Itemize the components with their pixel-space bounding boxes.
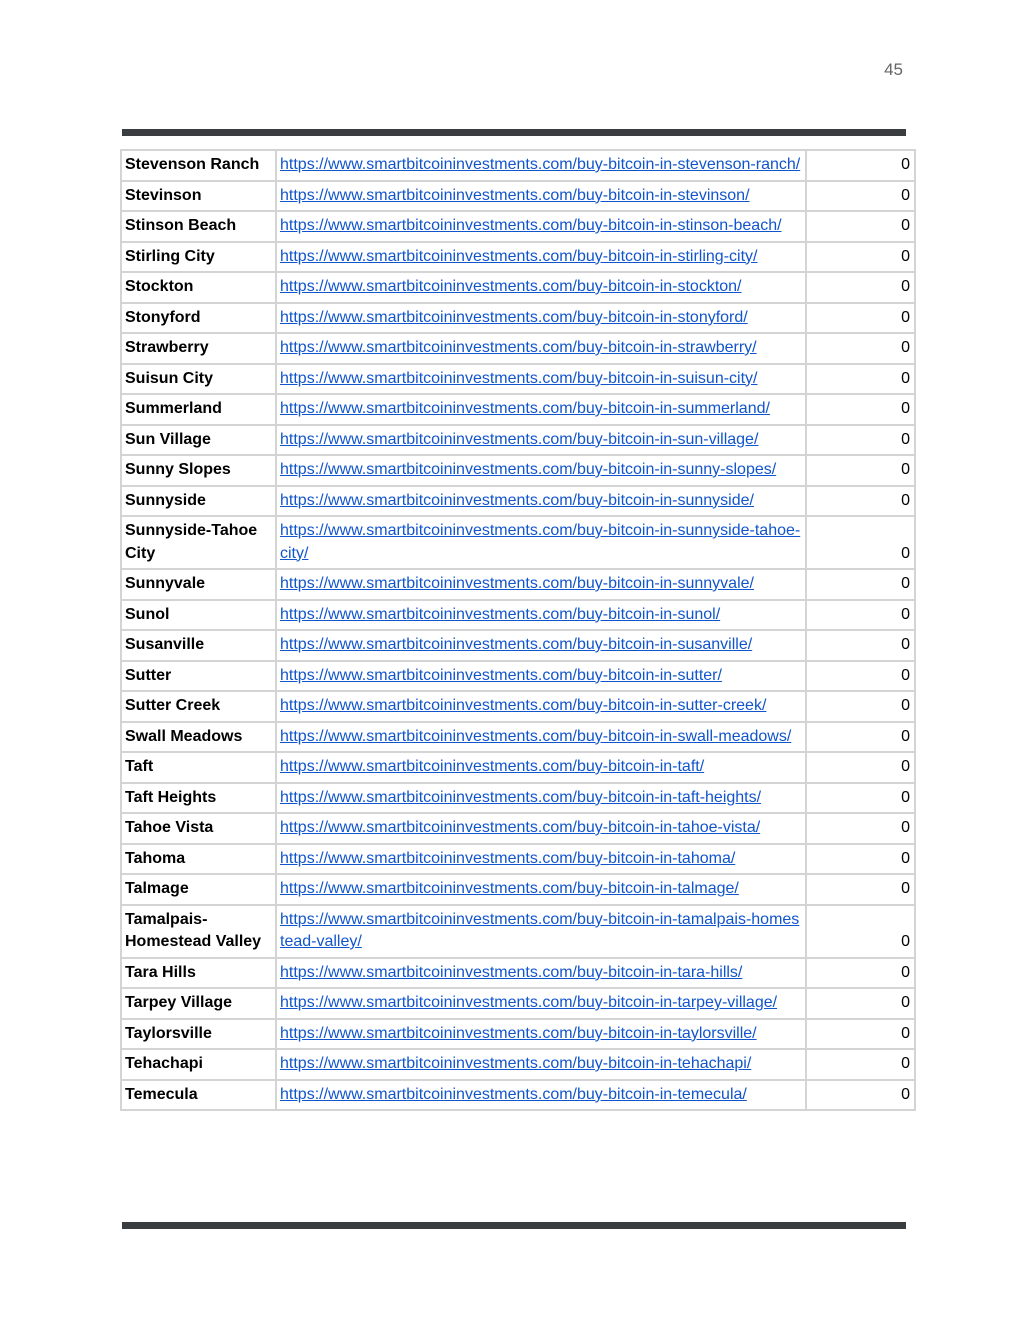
table-row (121, 303, 915, 334)
location-url-cell (276, 813, 806, 844)
location-count-cell: 0 (806, 783, 915, 814)
location-count-cell: 0 (806, 1049, 915, 1080)
table-row (121, 905, 915, 958)
locations-table (120, 149, 916, 1111)
location-count-cell: 0 (806, 600, 915, 631)
location-url-link[interactable]: https://www.smartbitcoininvestments.com/buy-bitcoin-in-stonyford/ (280, 308, 748, 326)
location-name-cell: Stirling City (121, 242, 276, 273)
location-name-cell: Talmage (121, 874, 276, 905)
location-count-cell: 0 (806, 988, 915, 1019)
location-url-link[interactable]: https://www.smartbitcoininvestments.com/buy-bitcoin-in-tahoma/ (280, 849, 736, 867)
location-name-cell: Tehachapi (121, 1049, 276, 1080)
location-count-cell: 0 (806, 394, 915, 425)
location-url-cell (276, 303, 806, 334)
location-count-cell: 0 (806, 486, 915, 517)
location-name-cell: Taylorsville (121, 1019, 276, 1050)
table-row (121, 333, 915, 364)
location-count-cell: 0 (806, 752, 915, 783)
location-url-link[interactable]: https://www.smartbitcoininvestments.com/buy-bitcoin-in-tamalpais-homestead-valley/ (280, 910, 800, 950)
location-count-cell: 0 (806, 661, 915, 692)
location-name-cell: Taft (121, 752, 276, 783)
location-count-cell: 0 (806, 630, 915, 661)
table-row (121, 364, 915, 395)
location-url-cell (276, 958, 806, 989)
table-row (121, 691, 915, 722)
table-row (121, 455, 915, 486)
location-url-cell (276, 600, 806, 631)
location-url-link[interactable]: https://www.smartbitcoininvestments.com/buy-bitcoin-in-temecula/ (280, 1085, 747, 1103)
location-count-cell: 0 (806, 691, 915, 722)
location-url-cell (276, 486, 806, 517)
location-url-link[interactable]: https://www.smartbitcoininvestments.com/buy-bitcoin-in-stinson-beach/ (280, 217, 782, 234)
location-url-cell (276, 394, 806, 425)
table-row (121, 1080, 915, 1111)
location-name-cell: Sutter (121, 661, 276, 692)
location-url-cell (276, 181, 806, 212)
location-url-link[interactable]: https://www.smartbitcoininvestments.com/buy-bitcoin-in-swall-meadows/ (280, 727, 792, 745)
location-name-cell: Temecula (121, 1080, 276, 1111)
location-url-link[interactable]: https://www.smartbitcoininvestments.com/buy-bitcoin-in-stevenson-ranch/ (280, 156, 801, 173)
location-url-cell (276, 150, 806, 181)
table-row (121, 783, 915, 814)
location-url-link[interactable]: https://www.smartbitcoininvestments.com/buy-bitcoin-in-sunnyvale/ (280, 575, 754, 592)
location-url-cell (276, 874, 806, 905)
location-name-cell: Stockton (121, 272, 276, 303)
table-row (121, 272, 915, 303)
location-url-cell (276, 211, 806, 242)
location-count-cell: 0 (806, 333, 915, 364)
location-url-cell (276, 661, 806, 692)
location-count-cell: 0 (806, 1080, 915, 1111)
location-name-cell: Suisun City (121, 364, 276, 395)
table-row (121, 516, 915, 569)
table-row (121, 600, 915, 631)
location-name-cell: Stevinson (121, 181, 276, 212)
location-count-cell: 0 (806, 516, 915, 569)
table-row (121, 988, 915, 1019)
location-url-cell (276, 844, 806, 875)
location-url-link[interactable]: https://www.smartbitcoininvestments.com/buy-bitcoin-in-taft/ (280, 758, 705, 775)
table-row (121, 486, 915, 517)
table-row (121, 958, 915, 989)
location-count-cell: 0 (806, 425, 915, 456)
location-url-link[interactable]: https://www.smartbitcoininvestments.com/buy-bitcoin-in-taft-heights/ (280, 788, 762, 806)
location-url-link[interactable]: https://www.smartbitcoininvestments.com/buy-bitcoin-in-sunny-slopes/ (280, 461, 777, 478)
location-url-link[interactable]: https://www.smartbitcoininvestments.com/buy-bitcoin-in-tahoe-vista/ (280, 819, 761, 836)
location-url-cell (276, 1019, 806, 1050)
location-count-cell: 0 (806, 150, 915, 181)
location-url-cell (276, 783, 806, 814)
location-url-link[interactable]: https://www.smartbitcoininvestments.com/buy-bitcoin-in-sunol/ (280, 605, 721, 623)
location-url-cell (276, 425, 806, 456)
location-name-cell: Tamalpais-Homestead Valley (121, 905, 276, 958)
location-count-cell: 0 (806, 272, 915, 303)
location-url-link[interactable]: https://www.smartbitcoininvestments.com/buy-bitcoin-in-taylorsville/ (280, 1024, 757, 1042)
location-name-cell: Sun Village (121, 425, 276, 456)
location-url-cell (276, 722, 806, 753)
location-url-cell (276, 1049, 806, 1080)
location-url-cell (276, 455, 806, 486)
location-url-link[interactable]: https://www.smartbitcoininvestments.com/buy-bitcoin-in-strawberry/ (280, 339, 757, 356)
table-row (121, 242, 915, 273)
location-url-link[interactable]: https://www.smartbitcoininvestments.com/buy-bitcoin-in-stockton/ (280, 278, 742, 295)
location-url-link[interactable]: https://www.smartbitcoininvestments.com/buy-bitcoin-in-sun-village/ (280, 430, 759, 448)
location-url-cell (276, 364, 806, 395)
location-url-cell (276, 1080, 806, 1111)
location-url-link[interactable]: https://www.smartbitcoininvestments.com/buy-bitcoin-in-talmage/ (280, 880, 739, 897)
location-name-cell: Sunnyside-Tahoe City (121, 516, 276, 569)
table-row (121, 874, 915, 905)
table-row (121, 569, 915, 600)
location-name-cell: Tara Hills (121, 958, 276, 989)
table-row (121, 425, 915, 456)
table-row (121, 661, 915, 692)
table-row (121, 630, 915, 661)
location-name-cell: Strawberry (121, 333, 276, 364)
location-url-link[interactable]: https://www.smartbitcoininvestments.com/buy-bitcoin-in-suisun-city/ (280, 369, 758, 387)
table-row (121, 844, 915, 875)
location-name-cell: Summerland (121, 394, 276, 425)
location-count-cell: 0 (806, 722, 915, 753)
location-url-link[interactable]: https://www.smartbitcoininvestments.com/buy-bitcoin-in-tarpey-village/ (280, 994, 778, 1011)
location-name-cell: Stevenson Ranch (121, 150, 276, 181)
location-name-cell: Sutter Creek (121, 691, 276, 722)
location-count-cell: 0 (806, 303, 915, 334)
location-name-cell: Tahoma (121, 844, 276, 875)
location-name-cell: Sunnyvale (121, 569, 276, 600)
location-count-cell: 0 (806, 958, 915, 989)
location-name-cell: Taft Heights (121, 783, 276, 814)
location-url-link[interactable]: https://www.smartbitcoininvestments.com/buy-bitcoin-in-sutter/ (280, 666, 722, 684)
bottom-divider (122, 1222, 906, 1229)
location-count-cell: 0 (806, 569, 915, 600)
locations-table-container (120, 149, 910, 1111)
location-url-cell (276, 630, 806, 661)
location-name-cell: Tahoe Vista (121, 813, 276, 844)
location-url-link[interactable]: https://www.smartbitcoininvestments.com/buy-bitcoin-in-susanville/ (280, 636, 753, 653)
location-count-cell: 0 (806, 181, 915, 212)
table-row (121, 813, 915, 844)
table-row (121, 150, 915, 181)
table-row (121, 181, 915, 212)
location-count-cell: 0 (806, 844, 915, 875)
location-url-link[interactable]: https://www.smartbitcoininvestments.com/buy-bitcoin-in-stirling-city/ (280, 247, 758, 265)
table-row (121, 394, 915, 425)
location-url-cell (276, 242, 806, 273)
location-url-link[interactable]: https://www.smartbitcoininvestments.com/buy-bitcoin-in-tehachapi/ (280, 1055, 752, 1072)
location-name-cell: Susanville (121, 630, 276, 661)
table-row (121, 1019, 915, 1050)
location-url-cell (276, 516, 806, 569)
location-name-cell: Sunny Slopes (121, 455, 276, 486)
location-url-cell (276, 272, 806, 303)
table-row (121, 211, 915, 242)
locations-table-body (121, 150, 915, 1110)
location-url-cell (276, 691, 806, 722)
location-url-cell (276, 988, 806, 1019)
location-url-link[interactable]: https://www.smartbitcoininvestments.com/buy-bitcoin-in-stevinson/ (280, 186, 750, 204)
location-url-link[interactable]: https://www.smartbitcoininvestments.com/buy-bitcoin-in-sutter-creek/ (280, 697, 767, 714)
location-url-link[interactable]: https://www.smartbitcoininvestments.com/buy-bitcoin-in-summerland/ (280, 400, 770, 417)
location-url-link[interactable]: https://www.smartbitcoininvestments.com/buy-bitcoin-in-sunnyside-tahoe-city/ (280, 522, 801, 562)
location-url-link[interactable]: https://www.smartbitcoininvestments.com/buy-bitcoin-in-tara-hills/ (280, 963, 743, 981)
location-name-cell: Tarpey Village (121, 988, 276, 1019)
location-count-cell: 0 (806, 364, 915, 395)
location-count-cell: 0 (806, 874, 915, 905)
location-url-cell (276, 905, 806, 958)
table-row (121, 1049, 915, 1080)
table-row (121, 722, 915, 753)
table-row (121, 752, 915, 783)
location-name-cell: Sunol (121, 600, 276, 631)
location-count-cell: 0 (806, 813, 915, 844)
location-count-cell: 0 (806, 242, 915, 273)
location-count-cell: 0 (806, 1019, 915, 1050)
top-divider (122, 129, 906, 136)
page-number: 45 (884, 60, 903, 79)
location-url-cell (276, 752, 806, 783)
location-name-cell: Stonyford (121, 303, 276, 334)
location-url-link[interactable]: https://www.smartbitcoininvestments.com/buy-bitcoin-in-sunnyside/ (280, 491, 754, 509)
location-name-cell: Stinson Beach (121, 211, 276, 242)
location-count-cell: 0 (806, 455, 915, 486)
location-name-cell: Sunnyside (121, 486, 276, 517)
location-count-cell: 0 (806, 905, 915, 958)
location-count-cell: 0 (806, 211, 915, 242)
location-url-cell (276, 333, 806, 364)
location-name-cell: Swall Meadows (121, 722, 276, 753)
location-url-cell (276, 569, 806, 600)
